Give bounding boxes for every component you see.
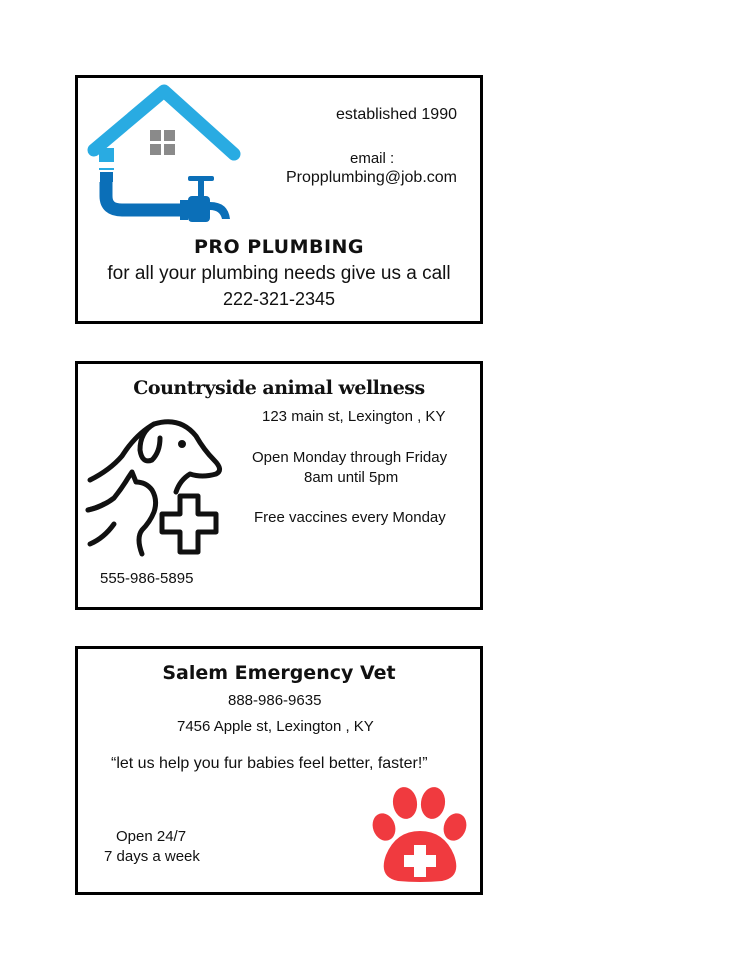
hours-days-text: Open Monday through Friday <box>252 449 448 466</box>
tagline: for all your plumbing needs give us a call <box>107 263 451 284</box>
business-card-pro-plumbing <box>75 75 483 324</box>
established-text: established 1990 <box>336 106 457 123</box>
business-card-salem-emergency-vet <box>75 646 483 895</box>
address-text: 123 main st, Lexington , KY <box>262 408 446 425</box>
business-name: PRO PLUMBING <box>193 236 365 258</box>
address-text: 7456 Apple st, Lexington , KY <box>177 718 374 735</box>
dog-cat-medical-cross-icon <box>84 414 230 560</box>
phone-number: 888-986-9635 <box>228 692 322 709</box>
business-name: Countryside animal wellness <box>133 377 425 399</box>
phone-number: 555-986-5895 <box>100 570 194 587</box>
business-name: Salem Emergency Vet <box>162 662 396 684</box>
hours-time-text: 8am until 5pm <box>304 469 399 486</box>
paw-medical-cross-icon <box>370 785 470 885</box>
house-pipe-faucet-icon <box>84 84 244 224</box>
open-hours-text: Open 24/7 <box>116 828 187 845</box>
promo-text: Free vaccines every Monday <box>254 509 446 526</box>
business-card-countryside-animal-wellness <box>75 361 483 610</box>
email-label: email : <box>350 150 395 167</box>
open-days-text: 7 days a week <box>104 848 200 865</box>
slogan-quote: “let us help you fur babies feel better, faster!” <box>111 755 428 772</box>
phone-number: 222-321-2345 <box>222 289 336 309</box>
email-address: Propplumbing@job.com <box>286 169 457 186</box>
